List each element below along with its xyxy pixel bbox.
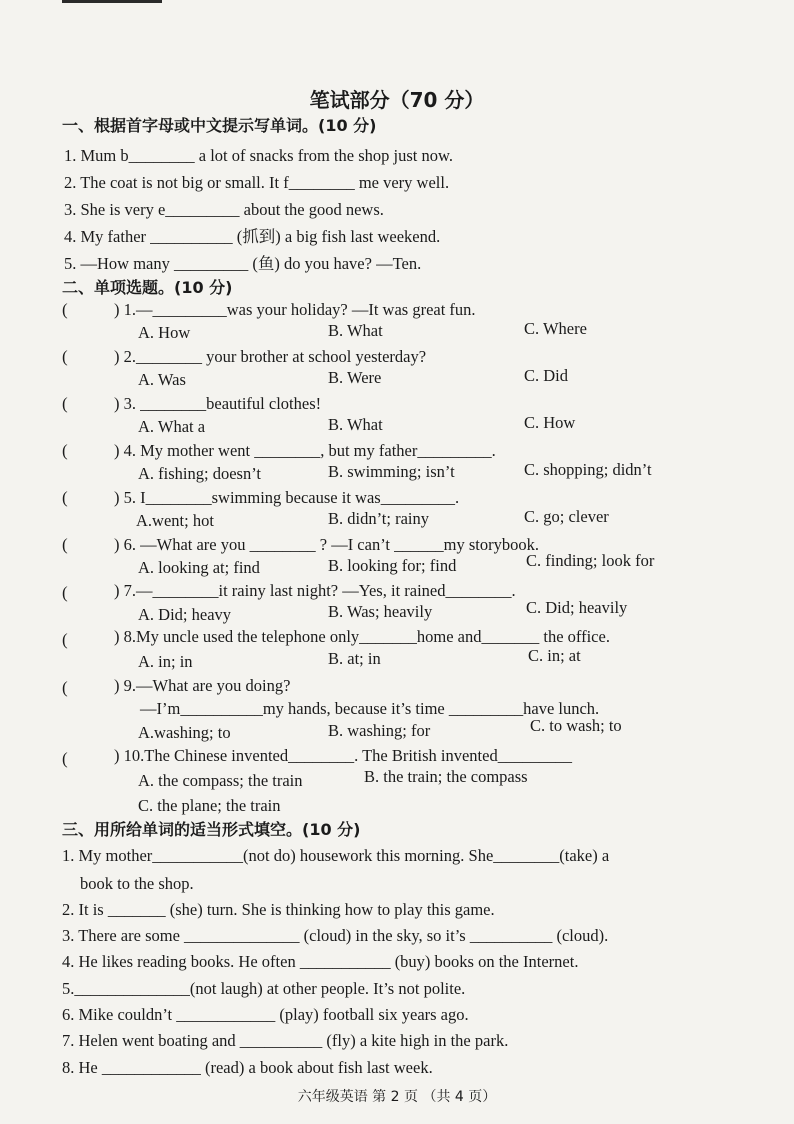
s3-item-7: 7. Helen went boating and __________ (fly) a kite high in the park. [62,1031,509,1050]
q3-stem: ) 3. ________beautiful clothes! [114,394,322,413]
q3-option-b: B. What [328,415,383,434]
q6-option-a: A. looking at; find [138,558,260,577]
q9-stem: ) 9.—What are you doing? [114,676,291,695]
q2-option-b: B. Were [328,368,382,387]
q10-option-a: A. the compass; the train [138,771,303,790]
q2-stem: ) 2.________ your brother at school yesterday? [114,347,427,366]
q4-option-b: B. swimming; isn’t [328,462,455,481]
s3-item-3: 3. There are some ______________ (cloud) in the sky, so it’s __________ (cloud). [62,926,609,945]
section1-header: 一、根据首字母或中文提示写单词。(10 分) [62,116,377,135]
q4-option-a: A. fishing; doesn’t [138,464,261,483]
answer-paren-9: ( [62,678,68,697]
q6-stem: ) 6. —What are you ________ ? —I can’t ______my storybook. [114,535,539,554]
q8-option-a: A. in; in [138,652,193,671]
answer-paren-6: ( [62,535,68,554]
q6-option-c: C. finding; look for [526,551,655,570]
s1-item-1: 1. Mum b________ a lot of snacks from the shop just now. [64,146,453,165]
s1-item-2: 2. The coat is not big or small. It f________ me very well. [64,173,450,192]
s3-item-2: 2. It is _______ (she) turn. She is thinking how to play this game. [62,900,495,919]
s3-item-8: 8. He ____________ (read) a book about fish last week. [62,1058,433,1077]
s3-item-1-cont: book to the shop. [80,874,194,893]
q5-stem: ) 5. I________swimming because it was_________. [114,488,460,507]
q4-option-c: C. shopping; didn’t [524,460,652,479]
q9-stem-line2: —I’m__________my hands, because it’s time _________have lunch. [140,699,600,718]
q8-option-c: C. in; at [528,646,581,665]
q7-option-c: C. Did; heavily [526,598,628,617]
top-rule [62,0,162,3]
q2-option-c: C. Did [524,366,569,385]
q9-option-c: C. to wash; to [530,716,622,735]
s3-item-4: 4. He likes reading books. He often ___________ (buy) books on the Internet. [62,952,579,971]
s3-item-1: 1. My mother___________(not do) housework this morning. She________(take) a [62,846,610,865]
q3-option-c: C. How [524,413,576,432]
q8-stem: ) 8.My uncle used the telephone only_______home and_______ the office. [114,627,610,646]
section3-header: 三、用所给单词的适当形式填空。(10 分) [62,820,361,839]
s1-item-5: 5. —How many _________ (鱼) do you have? —Ten. [64,254,422,273]
q7-option-a: A. Did; heavy [138,605,232,624]
answer-paren-10: ( [62,749,68,768]
q9-option-a: A.washing; to [138,723,231,742]
q3-option-a: A. What a [138,417,206,436]
q9-option-b: B. washing; for [328,721,431,740]
q10-stem: ) 10.The Chinese invented________. The British invented_________ [114,746,572,765]
answer-paren-4: ( [62,441,68,460]
q6-option-b: B. looking for; find [328,556,457,575]
q2-option-a: A. Was [138,370,186,389]
q1-option-b: B. What [328,321,383,340]
answer-paren-5: ( [62,488,68,507]
s3-item-6: 6. Mike couldn’t ____________ (play) football six years ago. [62,1005,469,1024]
q7-stem: ) 7.—________it rainy last night? —Yes, it rained________. [114,581,516,600]
page-title: 笔试部分（70 分） [309,88,485,112]
s1-item-4: 4. My father __________ (抓到) a big fish last weekend. [64,227,441,246]
q4-stem: ) 4. My mother went ________, but my father_________. [114,441,496,460]
answer-paren-2: ( [62,347,68,366]
q7-option-b: B. Was; heavily [328,602,433,621]
answer-paren-7: ( [62,583,68,602]
q5-option-a: A.went; hot [136,511,214,530]
q8-option-b: B. at; in [328,649,381,668]
answer-paren-8: ( [62,630,68,649]
q5-option-c: C. go; clever [524,507,609,526]
q5-option-b: B. didn’t; rainy [328,509,429,528]
answer-paren-3: ( [62,394,68,413]
q10-option-b: B. the train; the compass [364,767,528,786]
page-footer: 六年级英语 第 2 页 （共 4 页） [297,1089,497,1105]
q10-option-c: C. the plane; the train [138,796,281,815]
section2-header: 二、单项选题。(10 分) [62,278,233,297]
q1-option-a: A. How [138,323,191,342]
q1-stem: ) 1.—_________was your holiday? —It was great fun. [114,300,476,319]
s3-item-5: 5.______________(not laugh) at other people. It’s not polite. [62,979,466,998]
answer-paren-1: ( [62,300,68,319]
q1-option-c: C. Where [524,319,587,338]
s1-item-3: 3. She is very e_________ about the good news. [64,200,384,219]
